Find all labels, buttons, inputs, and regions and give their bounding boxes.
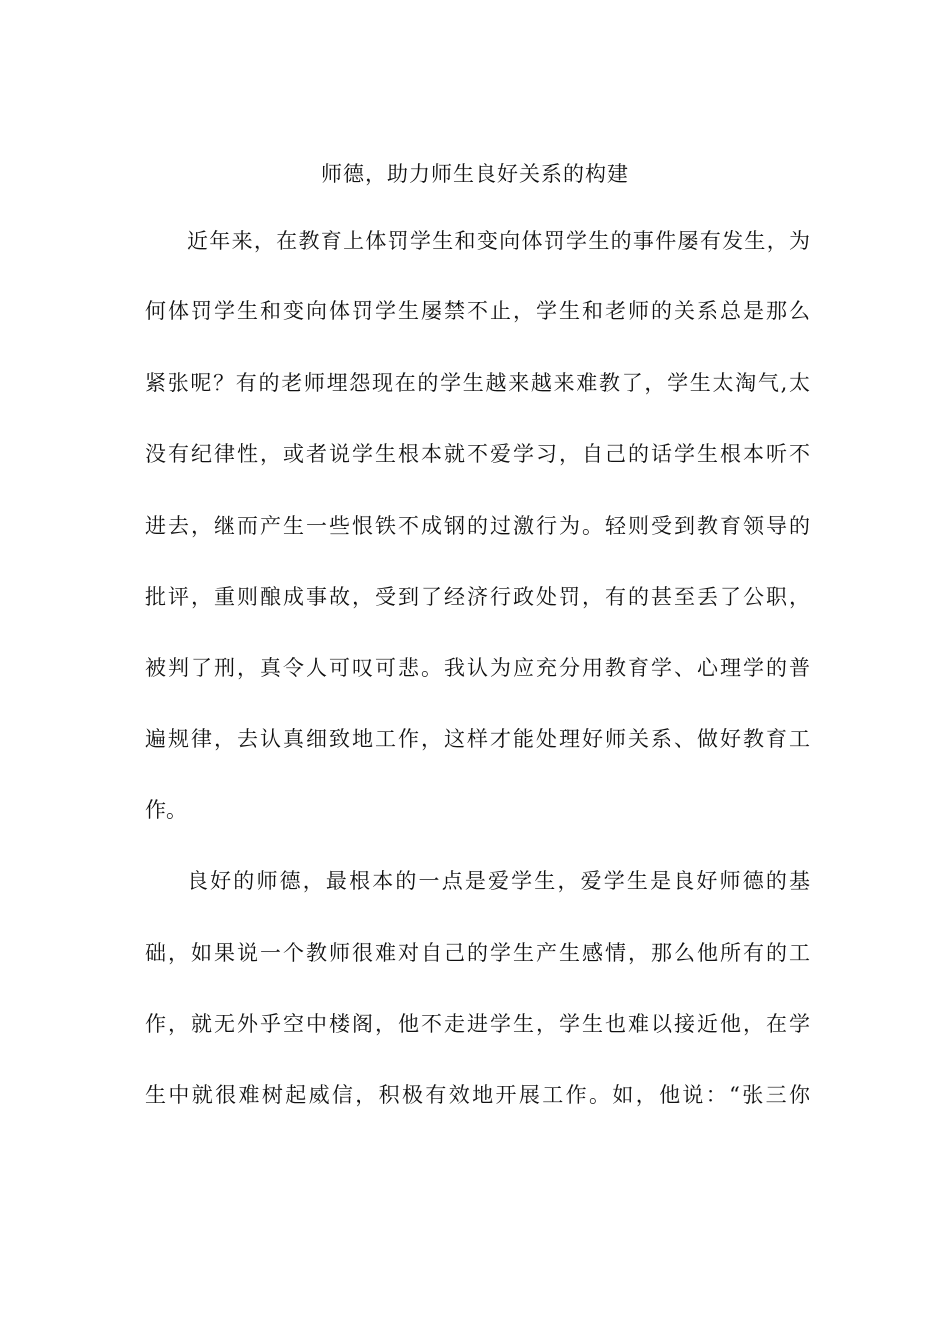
paragraph-line: 近年来，在教育上体罚学生和变向体罚学生的事件屡有发生，为 xyxy=(187,229,810,253)
paragraph-line: 没有纪律性，或者说学生根本就不爱学习，自己的话学生根本听不 xyxy=(145,442,810,466)
document-title: 师德，助力师生良好关系的构建 xyxy=(321,162,629,186)
paragraph-line: 进去，继而产生一些恨铁不成钢的过激行为。轻则受到教育领导的 xyxy=(145,514,810,538)
paragraph-line: 批评，重则酿成事故，受到了经济行政处罚，有的甚至丢了公职， xyxy=(145,585,810,609)
paragraph-line: 作。 xyxy=(145,798,187,822)
paragraph-line: 良好的师德，最根本的一点是爱学生，爱学生是良好师德的基 xyxy=(187,869,810,893)
paragraph-line: 作，就无外乎空中楼阁，他不走进学生，学生也难以接近他，在学 xyxy=(145,1012,810,1036)
paragraph-line: 何体罚学生和变向体罚学生屡禁不止，学生和老师的关系总是那么 xyxy=(145,299,810,323)
paragraph-line: 紧张呢？有的老师埋怨现在的学生越来越来难教了，学生太淘气,太 xyxy=(145,371,810,395)
paragraph-line: 遍规律，去认真细致地工作，这样才能处理好师关系、做好教育工 xyxy=(145,727,810,751)
paragraph-line: 生中就很难树起威信，积极有效地开展工作。如，他说：“张三你 xyxy=(145,1083,810,1107)
paragraph-line: 础，如果说一个教师很难对自己的学生产生感情，那么他所有的工 xyxy=(145,941,810,965)
paragraph-line: 被判了刑，真令人可叹可悲。我认为应充分用教育学、心理学的普 xyxy=(145,656,810,680)
